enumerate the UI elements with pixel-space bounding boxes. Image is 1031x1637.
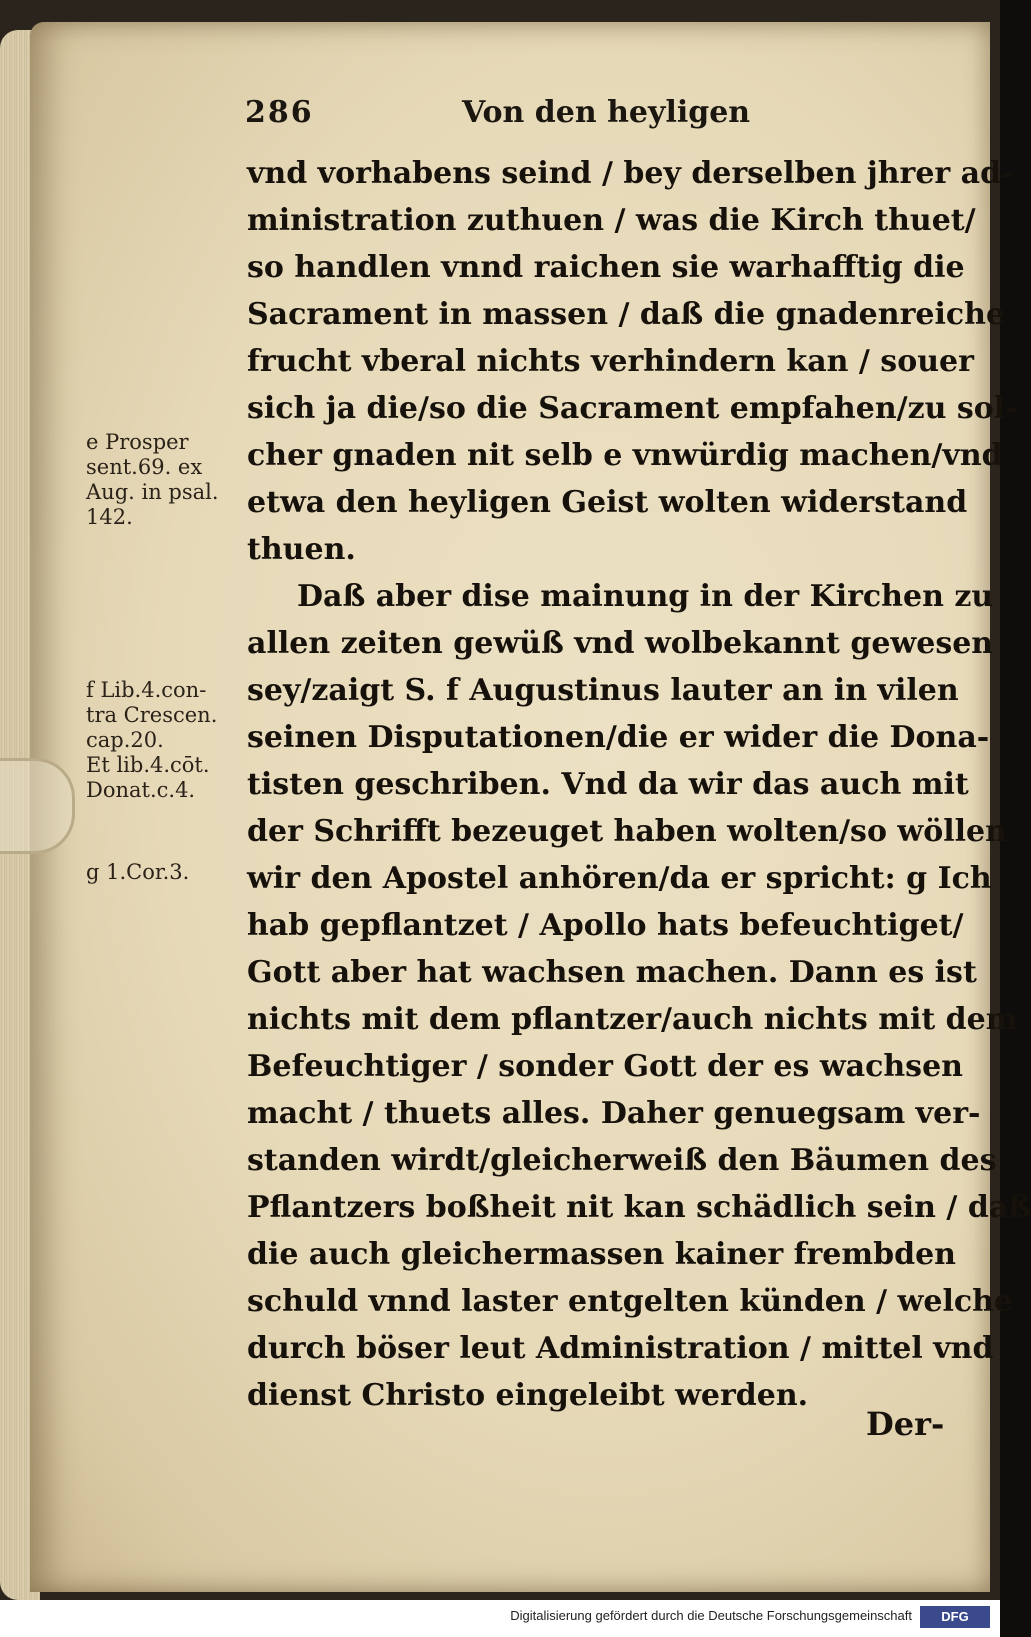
margin-note-line: Et lib.4.cōt. (86, 753, 210, 777)
margin-note-line: Aug. in psal. (86, 480, 219, 504)
text-line: sey/zaigt S. f Augustinus lauter an in vilen (247, 673, 959, 708)
page-header (0, 95, 1000, 145)
text-line: durch böser leut Administration / mittel vnd (247, 1331, 994, 1366)
text-line: sich ja die/so die Sacrament empfahen/zu sol- (247, 391, 1018, 426)
margin-note-corinthians (86, 860, 251, 885)
text-line: cher gnaden nit selb e vnwürdig machen/vnd (247, 438, 1003, 473)
text-line: tisten geschriben. Vnd da wir das auch mit (247, 767, 969, 802)
text-line: hab gepflantzet / Apollo hats befeuchtiget/ (247, 908, 964, 943)
text-line: dienst Christo eingeleibt werden. (247, 1378, 809, 1413)
text-line: der Schrifft bezeuget haben wolten/so wöllen (247, 814, 1007, 849)
margin-note-line: 142. (86, 505, 133, 529)
text-line: nichts mit dem pflantzer/auch nichts mit dem (247, 1002, 1018, 1037)
margin-note-line: cap.20. (86, 728, 164, 752)
text-line: schuld vnnd laster entgelten künden / welche (247, 1284, 1014, 1319)
dfg-logo: DFG (920, 1606, 990, 1628)
footer-bar (0, 1600, 1000, 1637)
text-line: Pflantzers boßheit nit kan schädlich sein / daß (247, 1190, 1031, 1225)
text-line: die auch gleichermassen kainer frembden (247, 1237, 956, 1272)
text-line: macht / thuets alles. Daher genuegsam ver- (247, 1096, 981, 1131)
funding-credit: Digitalisierung gefördert durch die Deutsche Forschungsgemeinschaft (510, 1608, 912, 1623)
margin-note-line: f Lib.4.con- (86, 678, 207, 702)
text-line: etwa den heyligen Geist wolten widerstand (247, 485, 968, 520)
text-line: wir den Apostel anhören/da er spricht: g Ich (247, 861, 992, 896)
text-line: allen zeiten gewüß vnd wolbekannt gewesen (247, 626, 994, 661)
bookmark-ribbon (0, 758, 75, 854)
text-line: Befeuchtiger / sonder Gott der es wachsen (247, 1049, 963, 1084)
text-line: frucht vberal nichts verhindern kan / souer (247, 344, 974, 379)
margin-note-augustine (86, 678, 251, 803)
text-line: Gott aber hat wachsen machen. Dann es ist (247, 955, 977, 990)
margin-note-line: g 1.Cor.3. (86, 860, 190, 884)
margin-note-line: sent.69. ex (86, 455, 203, 479)
text-line: so handlen vnnd raichen sie warhafftig die (247, 250, 965, 285)
text-line: seinen Disputationen/die er wider die Dona- (247, 720, 990, 755)
text-line: thuen. (247, 532, 356, 567)
text-line: vnd vorhabens seind / bey derselben jhrer ad- (247, 156, 1014, 191)
body-text (247, 150, 1031, 1419)
text-line: Daß aber dise mainung in der Kirchen zu (297, 579, 994, 614)
running-head: Von den heyligen (462, 95, 751, 130)
margin-note-prosper (86, 430, 251, 530)
text-line: Sacrament in massen / daß die gnadenreiche (247, 297, 1006, 332)
margin-note-line: Donat.c.4. (86, 778, 196, 802)
page-number: 286 (245, 95, 314, 130)
margin-note-line: e Prosper (86, 430, 189, 454)
text-line: ministration zuthuen / was die Kirch thuet/ (247, 203, 976, 238)
catchword: Der- (866, 1405, 945, 1443)
margin-note-line: tra Crescen. (86, 703, 218, 727)
text-line: standen wirdt/gleicherweiß den Bäumen des (247, 1143, 997, 1178)
